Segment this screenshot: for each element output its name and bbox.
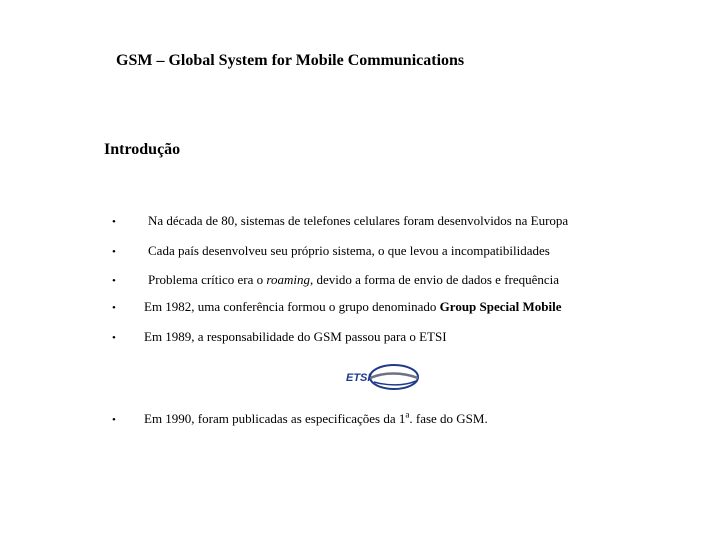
bullet-marker: • (112, 302, 116, 314)
bullet-text-italic: roaming (266, 272, 310, 287)
section-heading: Introdução (104, 141, 181, 158)
bullet-item-6 (112, 407, 488, 428)
bullet-text (148, 272, 559, 287)
bullet-marker: • (112, 332, 116, 344)
bullet-text (144, 411, 488, 426)
etsi-logo-swoosh-lower (374, 381, 416, 385)
bullet-text: Na década de 80, sistemas de telefones celulares foram desenvolvidos na Europa (148, 213, 569, 228)
bullet-text-before: Problema crítico era o (148, 272, 267, 287)
bullet-text: Em 1989, a responsabilidade do GSM passou para o ETSI (144, 329, 447, 344)
bullet-item-4 (112, 299, 562, 316)
bullet-item-1 (112, 213, 568, 230)
bullet-marker: • (112, 246, 116, 258)
bullet-marker: • (112, 216, 116, 228)
bullet-text-after: , devido a forma de envio de dados e frequência (309, 272, 560, 287)
bullet-text-superscript: a (405, 410, 410, 420)
etsi-logo-icon (344, 362, 420, 392)
bullet-text (144, 299, 562, 314)
bullet-text-bold: Group Special Mobile (439, 299, 562, 314)
bullet-item-2 (112, 243, 550, 260)
bullet-item-3 (112, 272, 559, 289)
bullet-marker: • (112, 414, 116, 427)
etsi-logo-text: ETSI (346, 372, 371, 384)
bullet-item-5 (112, 329, 447, 346)
bullet-text-before: Em 1990, foram publicadas as especificações da 1 (144, 411, 406, 427)
etsi-logo-swoosh (370, 374, 418, 379)
bullet-text-before: Em 1982, uma conferência formou o grupo denominado (144, 299, 440, 314)
bullet-marker: • (112, 275, 116, 287)
bullet-text-after: . fase do GSM. (409, 411, 488, 427)
bullet-text: Cada país desenvolveu seu próprio sistema, o que levou a incompatibilidades (148, 243, 550, 258)
slide-title: GSM – Global System for Mobile Communications (116, 52, 465, 69)
